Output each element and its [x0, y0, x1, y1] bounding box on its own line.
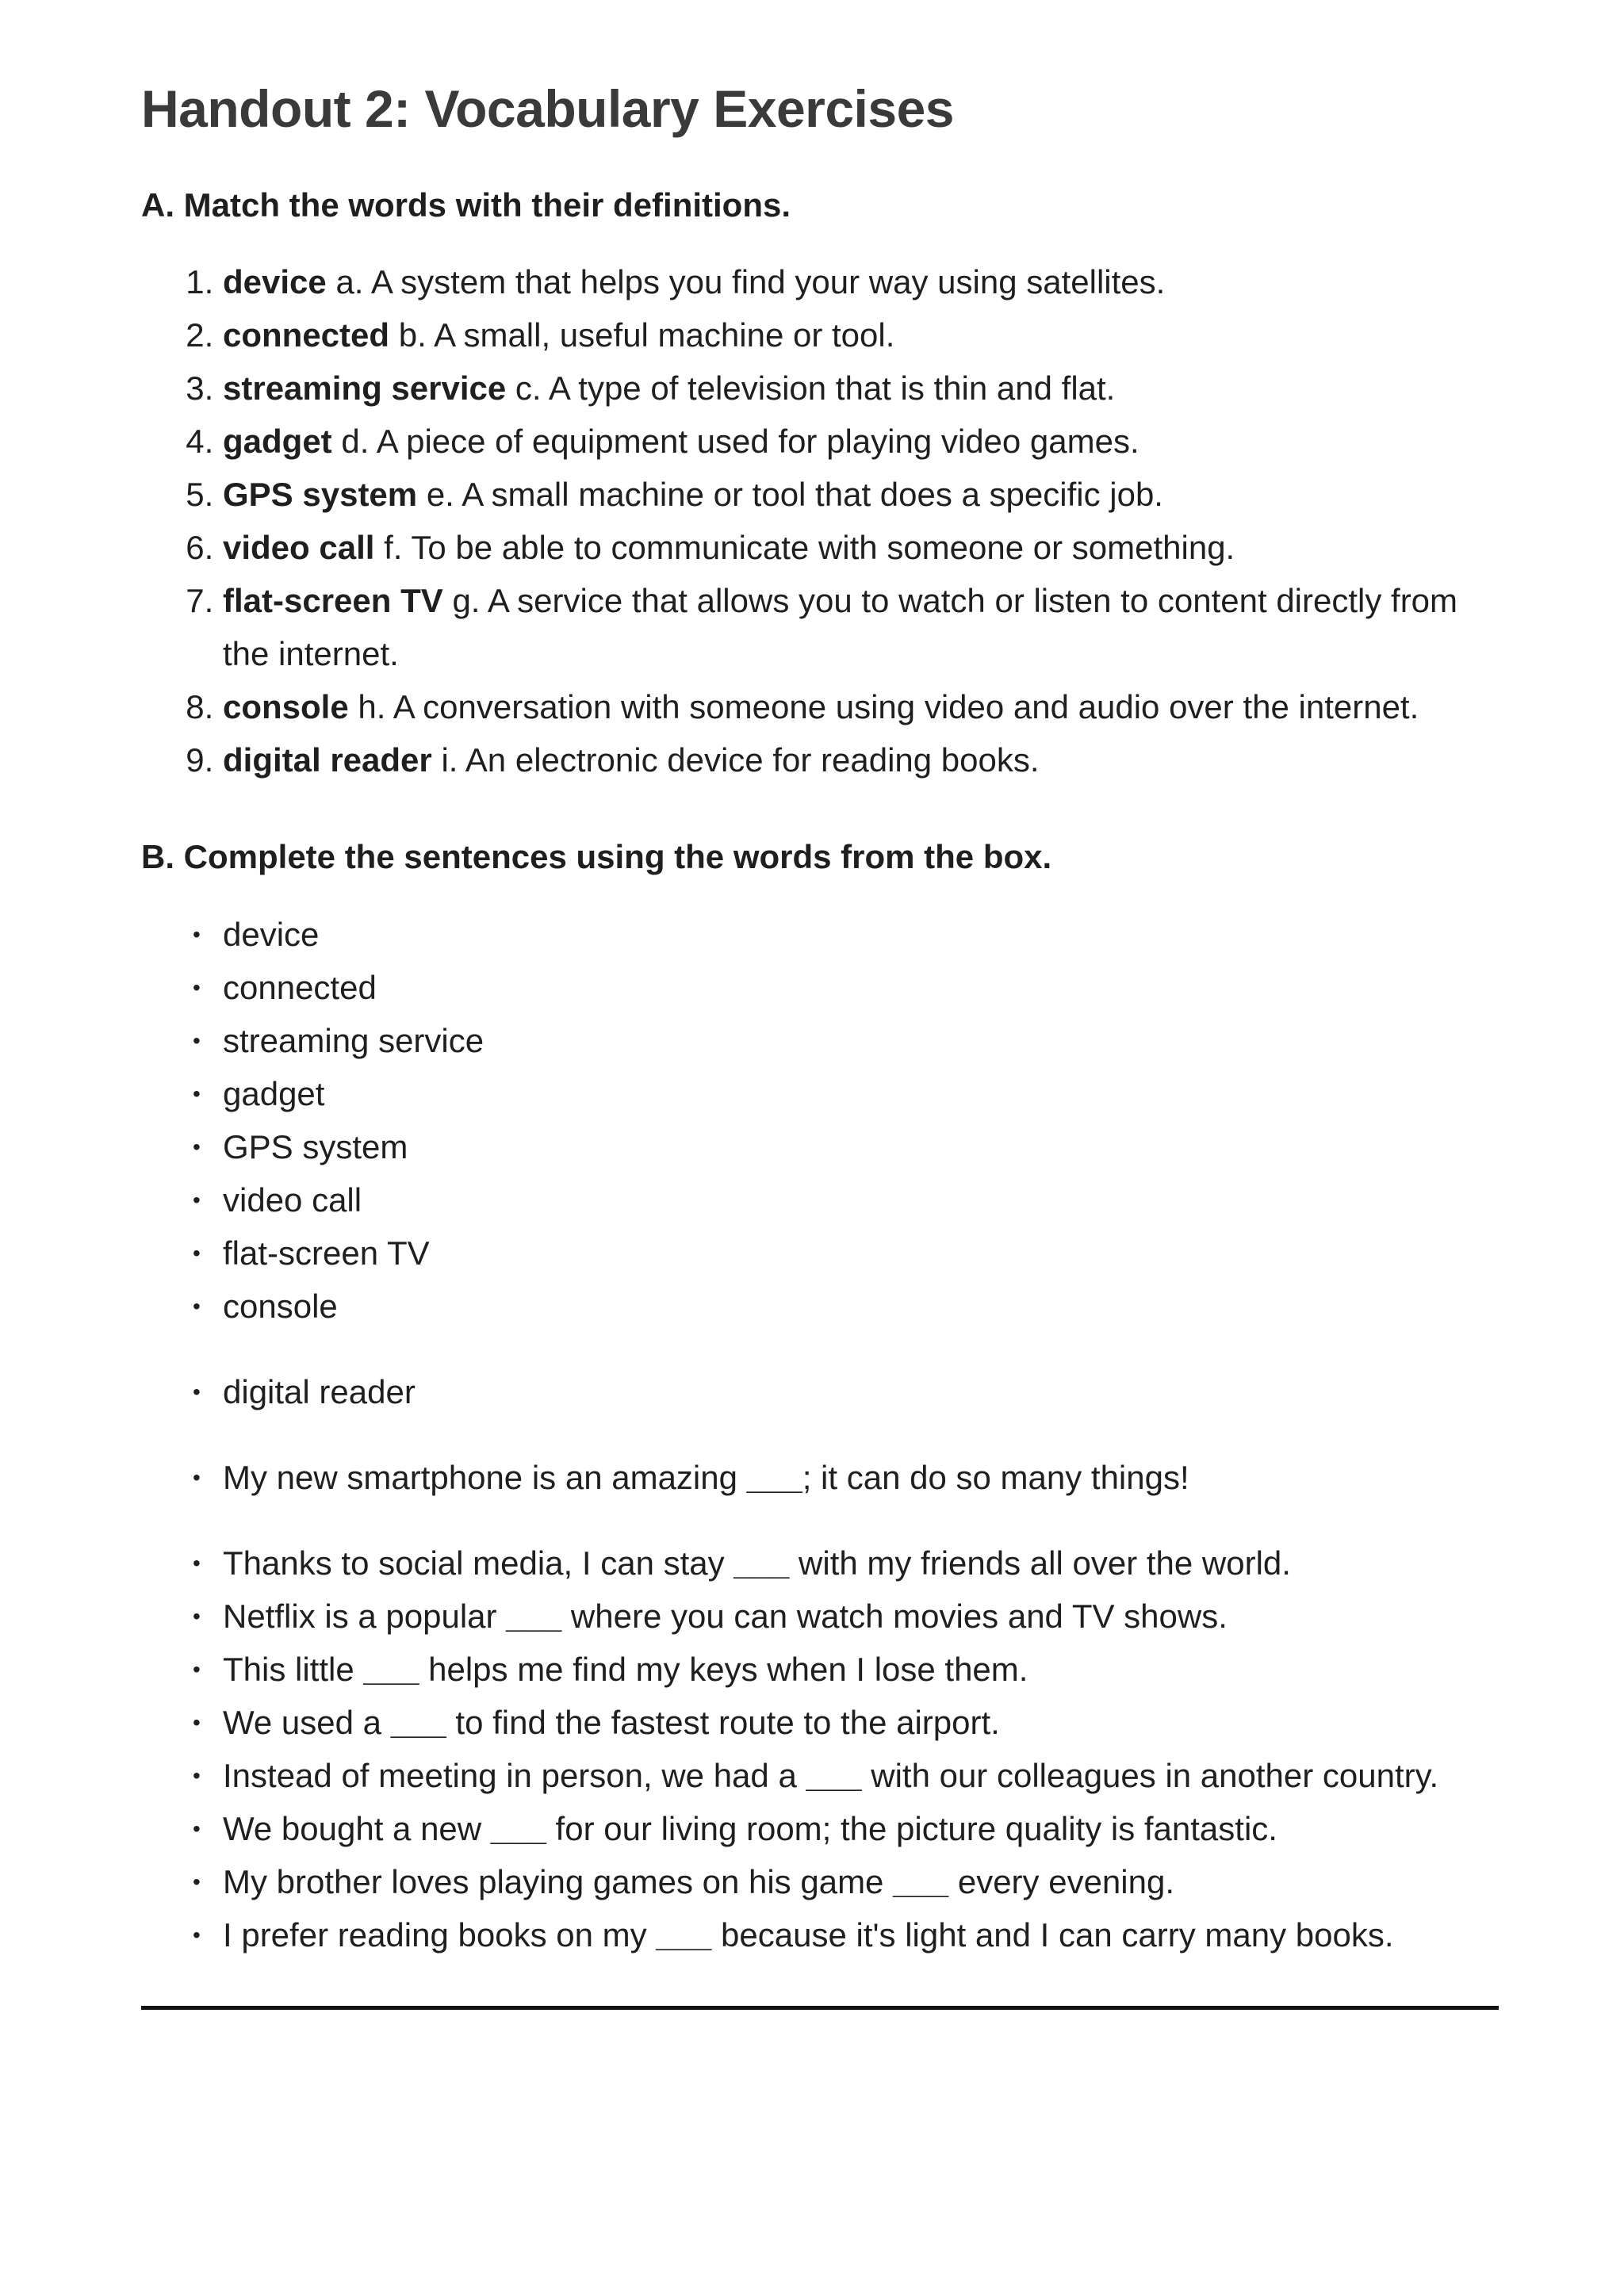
word-box-item: • flat-screen TV	[223, 1226, 1481, 1280]
word-box-item: • gadget	[223, 1067, 1481, 1120]
blank: ___	[746, 1458, 802, 1496]
matching-word: GPS system	[223, 476, 418, 514]
matching-definition: f. To be able to communicate with someone or something.	[384, 529, 1235, 567]
matching-definition: b. A small, useful machine or tool.	[398, 316, 895, 354]
matching-definition: h. A conversation with someone using video and audio over the internet.	[358, 688, 1419, 726]
blank: ___	[363, 1650, 419, 1688]
matching-word: console	[223, 688, 349, 726]
word-box-item: • connected	[223, 961, 1481, 1014]
word-box-item: • GPS system	[223, 1120, 1481, 1173]
sentence-start: We used a	[223, 1703, 391, 1741]
sentence-end: ; it can do so many things!	[802, 1458, 1189, 1496]
matching-word: gadget	[223, 423, 332, 461]
sentence-start: Netflix is a popular	[223, 1597, 507, 1635]
sentence-item	[223, 1643, 1481, 1696]
matching-item	[223, 468, 1481, 521]
blank: ___	[656, 1915, 712, 1954]
sentence-start: This little	[223, 1650, 364, 1688]
blank: ___	[806, 1756, 862, 1794]
sentence-item	[223, 1590, 1481, 1643]
matching-definition: c. A type of television that is thin and flat.	[515, 369, 1116, 408]
sentence-end: with my friends all over the world.	[789, 1544, 1291, 1582]
matching-item	[223, 255, 1481, 308]
blank: ___	[490, 1809, 546, 1847]
matching-word: video call	[223, 529, 375, 567]
matching-word: flat-screen TV	[223, 582, 443, 620]
sentence-start: Instead of meeting in person, we had a	[223, 1756, 806, 1794]
sentence-end: helps me find my keys when I lose them.	[419, 1650, 1028, 1688]
sentence-start: We bought a new	[223, 1809, 491, 1847]
blank: ___	[893, 1862, 949, 1900]
horizontal-rule	[141, 2006, 1499, 2010]
matching-item	[223, 362, 1481, 415]
matching-item	[223, 680, 1481, 733]
sentence-item	[223, 1908, 1481, 1961]
word-box-item: • console	[223, 1280, 1481, 1333]
sentence-start: My new smartphone is an amazing	[223, 1458, 747, 1496]
sentence-start: I prefer reading books on my	[223, 1915, 657, 1954]
sentence-item	[223, 1855, 1481, 1908]
matching-word: digital reader	[223, 741, 432, 779]
word-box-item: • streaming service	[223, 1014, 1481, 1067]
matching-item	[223, 415, 1481, 468]
sentence-end: to find the fastest route to the airport.	[446, 1703, 1000, 1741]
sentence-end: because it's light and I can carry many books.	[711, 1915, 1394, 1954]
word-box-item: • digital reader	[223, 1365, 1481, 1418]
section-a-heading: A. Match the words with their definitions.	[141, 186, 791, 224]
matching-item	[223, 733, 1481, 786]
blank: ___	[390, 1703, 446, 1741]
matching-list	[141, 255, 1481, 786]
sentence-end: where you can watch movies and TV shows.	[561, 1597, 1228, 1635]
blank: ___	[506, 1597, 562, 1635]
matching-definition: d. A piece of equipment used for playing video games.	[341, 423, 1139, 461]
matching-definition: a. A system that helps you find your way using satellites.	[335, 263, 1166, 301]
word-box-item: • device	[223, 908, 1481, 961]
matching-word: device	[223, 263, 327, 301]
matching-item	[223, 574, 1481, 680]
sentence-item	[223, 1696, 1481, 1749]
blank: ___	[733, 1544, 790, 1582]
sentence-end: every evening.	[948, 1862, 1175, 1900]
matching-word: connected	[223, 316, 390, 354]
word-box-list	[141, 908, 1481, 1961]
sentence-item	[223, 1536, 1481, 1590]
matching-item	[223, 521, 1481, 574]
matching-word: streaming service	[223, 369, 507, 408]
page-title: Handout 2: Vocabulary Exercises	[141, 79, 954, 138]
matching-definition: i. An electronic device for reading books.	[441, 741, 1040, 779]
sentence-end: with our colleagues in another country.	[861, 1756, 1439, 1794]
section-b-heading: B. Complete the sentences using the words from the box.	[141, 838, 1052, 876]
matching-definition: e. A small machine or tool that does a specific job.	[426, 476, 1163, 514]
matching-definition: g. A service that allows you to watch or listen to content directly from the internet.	[223, 582, 1458, 673]
sentence-start: Thanks to social media, I can stay	[223, 1544, 734, 1582]
sentence-item	[223, 1749, 1481, 1802]
sentence-start: My brother loves playing games on his game	[223, 1862, 894, 1900]
sentence-end: for our living room; the picture quality is fantastic.	[546, 1809, 1277, 1847]
sentence-item	[223, 1451, 1481, 1504]
sentence-item	[223, 1802, 1481, 1855]
word-box-item: • video call	[223, 1173, 1481, 1226]
matching-item	[223, 308, 1481, 362]
